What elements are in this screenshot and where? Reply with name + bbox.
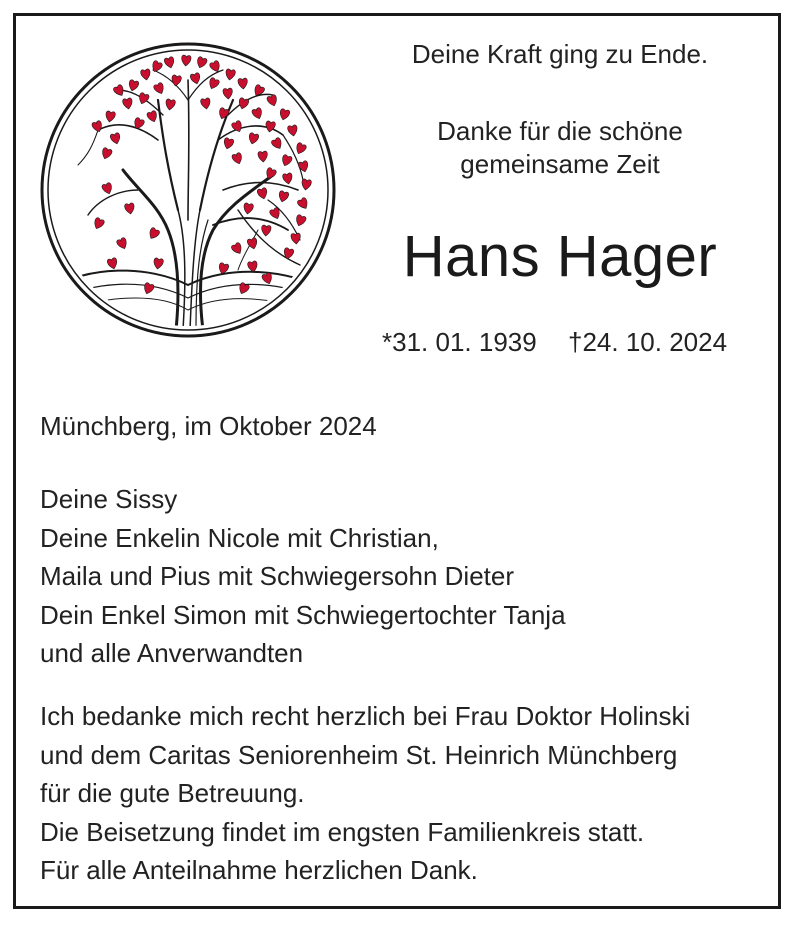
thanks-paragraph: [40, 697, 690, 890]
thanks-line: Ich bedanke mich recht herzlich bei Frau Doktor Holinski: [40, 701, 691, 731]
verse-line-2: Danke für die schöne: [437, 116, 683, 146]
tree-of-life-icon: [38, 40, 338, 340]
thanks-line: Für alle Anteilnahme herzlichen Dank.: [40, 855, 478, 885]
birth-date: *31. 01. 1939: [382, 327, 537, 357]
death-date: †24. 10. 2024: [568, 327, 728, 357]
deceased-name: Hans Hager: [402, 224, 718, 289]
verse-line-3: gemeinsame Zeit: [460, 149, 660, 179]
mourner-line: Dein Enkel Simon mit Schwiegertochter Tanja: [40, 599, 566, 630]
verse-block: [360, 115, 760, 181]
mourner-line: Maila und Pius mit Schwiegersohn Dieter: [40, 561, 514, 591]
place-date: Münchberg, im Oktober 2024: [40, 411, 377, 441]
mourner-line: Deine Sissy: [40, 484, 178, 514]
mourner-line: und alle Anverwandten: [40, 638, 304, 668]
verse-line-1: Deine Kraft ging zu Ende.: [411, 39, 709, 69]
mourner-line: Deine Enkelin Nicole mit Christian,: [40, 522, 439, 553]
thanks-line: Die Beisetzung findet im engsten Familienkreis statt.: [40, 816, 645, 847]
thanks-line: für die gute Betreuung.: [40, 778, 305, 808]
mourners-list: [40, 480, 566, 673]
thanks-line: und dem Caritas Seniorenheim St. Heinrich Münchberg: [40, 739, 678, 770]
